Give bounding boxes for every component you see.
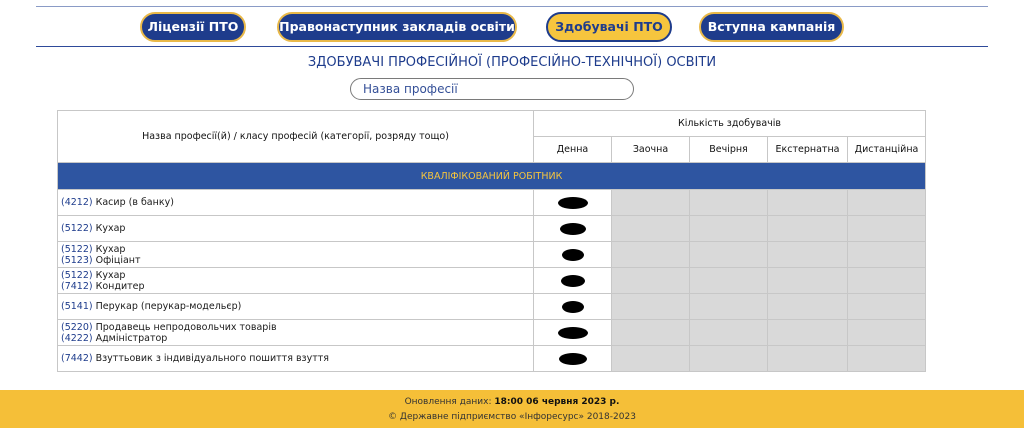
data-update-line (0, 397, 1024, 407)
column-header-external: Екстернатна (768, 137, 848, 163)
update-timestamp: 18:00 06 червня 2023 р. (494, 397, 620, 407)
profession-name: Кухар (92, 223, 126, 234)
students-count-header: Кількість здобувачів (534, 111, 926, 137)
profession-name: Продавець непродовольчих товарів (92, 321, 277, 333)
distance-count-cell (848, 346, 926, 372)
distance-count-cell (848, 294, 926, 320)
profession-name: Кухар (92, 243, 126, 255)
profession-code[interactable]: (4222) (61, 332, 93, 344)
profession-cell[interactable] (58, 268, 534, 294)
profession-code[interactable]: (5123) (61, 254, 93, 266)
students-table (57, 110, 926, 372)
redacted-value (561, 275, 585, 287)
profession-cell[interactable] (58, 242, 534, 268)
column-header-distance: Дистанційна (848, 137, 926, 163)
distance-count-cell (848, 242, 926, 268)
evening-count-cell (690, 320, 768, 346)
top-divider (36, 6, 988, 7)
table-row[interactable] (58, 242, 926, 268)
redacted-value (562, 249, 584, 261)
table-row[interactable] (58, 216, 926, 242)
profession-code[interactable]: (5122) (61, 223, 93, 234)
nav-licenses-button[interactable]: Ліцензії ПТО (140, 12, 246, 42)
profession-name: Адміністратор (92, 332, 168, 344)
evening-count-cell (690, 190, 768, 216)
redacted-value (558, 327, 588, 339)
table-row[interactable] (58, 294, 926, 320)
nav-successor-button[interactable]: Правонаступник закладів освіти (277, 12, 517, 42)
correspondence-count-cell (612, 268, 690, 294)
fulltime-count-cell (534, 216, 612, 242)
fulltime-count-cell (534, 242, 612, 268)
page-footer (0, 390, 1024, 428)
category-row (58, 163, 926, 190)
external-count-cell (768, 190, 848, 216)
profession-name: Взуттьовик з індивідуального пошиття взуття (92, 353, 329, 364)
profession-name: Перукар (перукар-модельєр) (92, 301, 242, 312)
nav-admission-button[interactable]: Вступна кампанія (699, 12, 844, 42)
fulltime-count-cell (534, 346, 612, 372)
correspondence-count-cell (612, 294, 690, 320)
copyright: © Державне підприємство «Інфоресурс» 2018-2023 (388, 412, 636, 422)
nav-students-button[interactable]: Здобувачі ПТО (546, 12, 672, 42)
distance-count-cell (848, 216, 926, 242)
profession-cell[interactable] (58, 190, 534, 216)
external-count-cell (768, 320, 848, 346)
external-count-cell (768, 216, 848, 242)
profession-search-input[interactable] (350, 78, 634, 100)
profession-cell[interactable] (58, 320, 534, 346)
distance-count-cell (848, 320, 926, 346)
column-header-correspondence: Заочна (612, 137, 690, 163)
profession-cell[interactable] (58, 346, 534, 372)
nav-divider (36, 46, 988, 47)
fulltime-count-cell (534, 294, 612, 320)
profession-code[interactable]: (5122) (61, 243, 93, 255)
column-header-evening: Вечірня (690, 137, 768, 163)
profession-cell[interactable] (58, 216, 534, 242)
profession-name: Офіціант (92, 254, 141, 266)
evening-count-cell (690, 268, 768, 294)
main-nav (0, 12, 1024, 44)
profession-code[interactable]: (4212) (61, 197, 93, 208)
evening-count-cell (690, 294, 768, 320)
profession-name: Касир (в банку) (92, 197, 174, 208)
evening-count-cell (690, 242, 768, 268)
evening-count-cell (690, 346, 768, 372)
fulltime-count-cell (534, 320, 612, 346)
external-count-cell (768, 346, 848, 372)
table-row[interactable] (58, 268, 926, 294)
correspondence-count-cell (612, 320, 690, 346)
fulltime-count-cell (534, 268, 612, 294)
update-label: Оновлення даних: (404, 397, 495, 407)
external-count-cell (768, 268, 848, 294)
profession-code[interactable]: (5122) (61, 269, 93, 281)
distance-count-cell (848, 190, 926, 216)
correspondence-count-cell (612, 190, 690, 216)
table-row[interactable] (58, 320, 926, 346)
profession-cell[interactable] (58, 294, 534, 320)
profession-name: Кондитер (92, 280, 145, 292)
redacted-value (562, 301, 584, 313)
evening-count-cell (690, 216, 768, 242)
profession-code[interactable]: (7442) (61, 353, 93, 364)
profession-code[interactable]: (7412) (61, 280, 93, 292)
external-count-cell (768, 294, 848, 320)
profession-name-header: Назва професії(й) / класу професій (категорії, розряду тощо) (58, 111, 534, 163)
distance-count-cell (848, 268, 926, 294)
column-header-fulltime: Денна (534, 137, 612, 163)
fulltime-count-cell (534, 190, 612, 216)
redacted-value (559, 353, 587, 365)
table-row[interactable] (58, 346, 926, 372)
external-count-cell (768, 242, 848, 268)
redacted-value (560, 223, 586, 235)
profession-code[interactable]: (5141) (61, 301, 93, 312)
profession-code[interactable]: (5220) (61, 321, 93, 333)
page-title: ЗДОБУВАЧІ ПРОФЕСІЙНОЇ (ПРОФЕСІЙНО-ТЕХНІЧНОЇ) ОСВІТИ (307, 55, 717, 70)
correspondence-count-cell (612, 216, 690, 242)
redacted-value (558, 197, 588, 209)
correspondence-count-cell (612, 242, 690, 268)
table-header-row (58, 111, 926, 137)
correspondence-count-cell (612, 346, 690, 372)
table-row[interactable] (58, 190, 926, 216)
profession-name: Кухар (92, 269, 126, 281)
category-label: КВАЛІФІКОВАНИЙ РОБІТНИК (58, 163, 926, 190)
